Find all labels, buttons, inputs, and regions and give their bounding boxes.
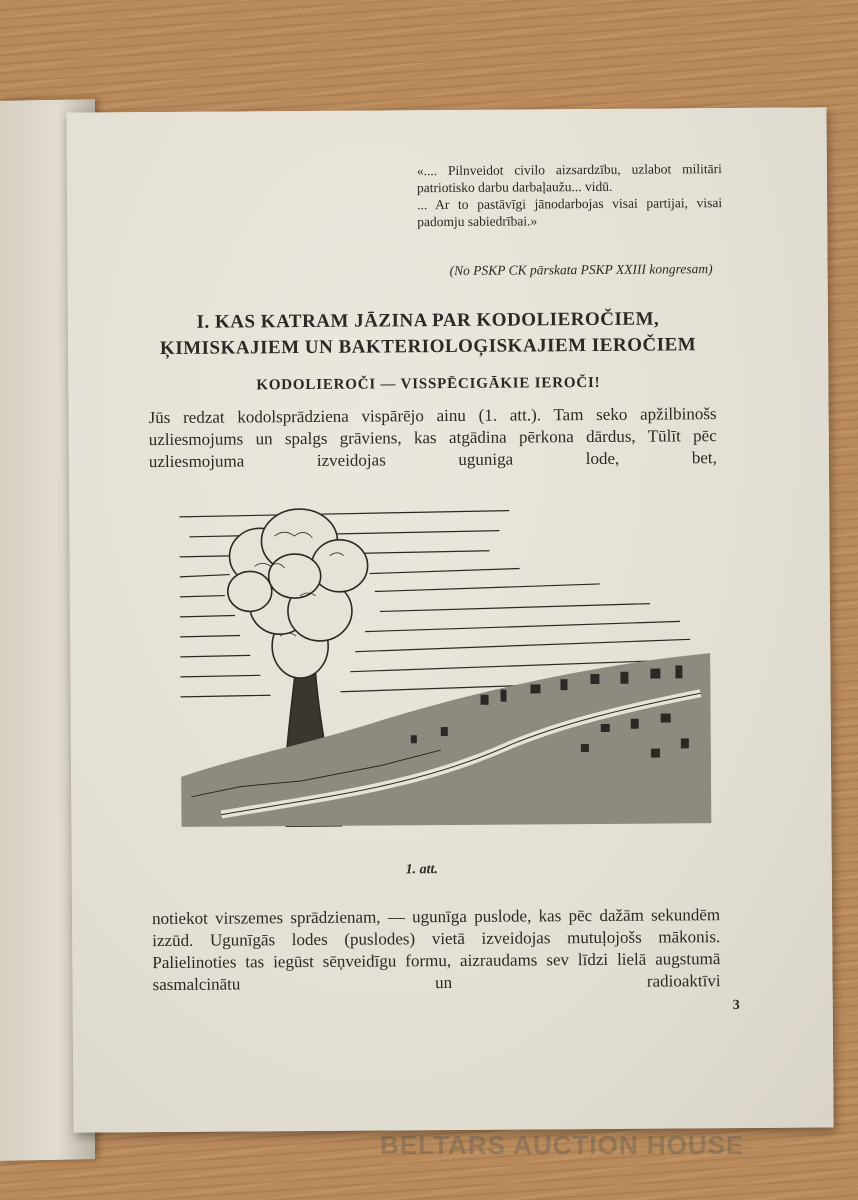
explosion-illustration xyxy=(179,493,711,847)
section-title: KODOLIEROČI — VISSPĒCIGĀKIE IEROČI! xyxy=(256,374,601,394)
chapter-title-line: ĶIMISKAJIEM UN BAKTERIOLOĢISKAJIEM IEROČIEM xyxy=(159,334,697,360)
body-paragraph: notiekot virszemes sprādzienam, — ugunīga puslode, kas pēc dažām sekundēm izzūd. Ugunīgās lodes (puslodes) vietā izveidojas mutuļojošs mākonis. Palielinoties tas iegūst sēņveidīgu formu, aizraudams sev līdzi lielā augstumā sasmalcinātu un radioaktīvi xyxy=(152,905,721,995)
page-number: 3 xyxy=(732,997,740,1014)
chapter-title xyxy=(148,306,708,362)
epigraph xyxy=(417,160,722,230)
book-page xyxy=(66,107,833,1132)
auction-watermark: BELTARS AUCTION HOUSE xyxy=(380,1130,745,1160)
epigraph-line: «.... Pilnveidot civilo aizsardzību, uzlabot militāri patriotisko darbu darbaļaužu... vidū. xyxy=(416,161,722,196)
figure-caption: 1. att. xyxy=(405,862,438,878)
epigraph-line: ... Ar to pastāvīgi jānodarbojas visai partijai, visai padomju sabiedrībai.» xyxy=(417,195,723,230)
epigraph-source: (No PSKP CK pārskata PSKP XXIII kongresam) xyxy=(449,261,713,278)
body-paragraph: Jūs redzat kodolsprādziena vispārējo ainu (1. att.). Tam seko apžilbinošs uzliesmojums un spalgs grāviens, kas atgādina pērkona dārdus, Tūlīt pēc uzliesmojuma izveidojas uguniga lode, bet, xyxy=(148,404,717,472)
chapter-title-line: I. KAS KATRAM JĀZINA PAR KODOLIEROČIEM, xyxy=(196,308,660,333)
